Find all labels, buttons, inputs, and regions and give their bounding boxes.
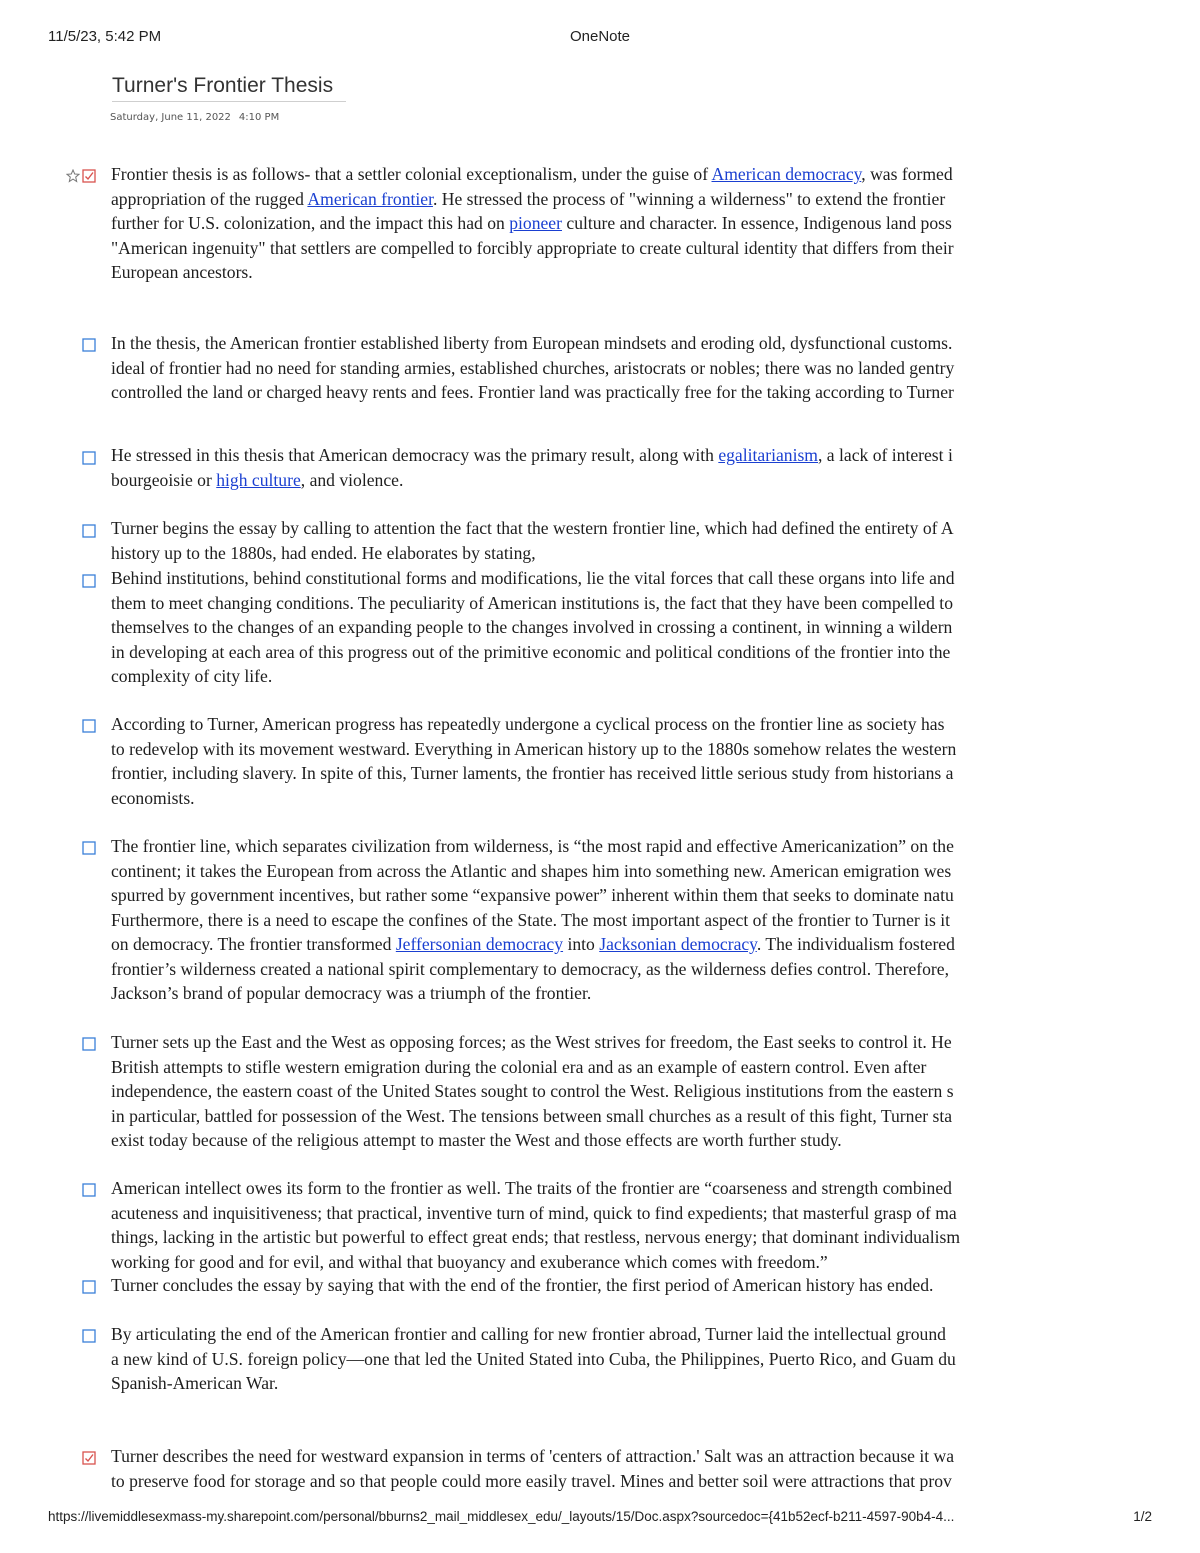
note-line xyxy=(111,443,953,468)
note-text: independence, the eastern coast of the United States sought to control the West. Religious institutions from the eastern s xyxy=(111,1081,954,1101)
todo-checkbox-icon[interactable] xyxy=(82,1329,96,1343)
note-line xyxy=(111,640,955,665)
note-paragraph[interactable] xyxy=(111,443,953,492)
note-line xyxy=(111,331,954,356)
todo-checkbox-icon[interactable] xyxy=(82,1037,96,1051)
wiki-link[interactable]: American frontier xyxy=(307,188,433,209)
note-line xyxy=(111,516,954,541)
note-paragraph[interactable] xyxy=(111,834,955,1006)
todo-checkbox-icon[interactable] xyxy=(82,841,96,855)
note-text: By articulating the end of the American frontier and calling for new frontier abroad, Turner laid the intellectual ground xyxy=(111,1324,946,1344)
note-line xyxy=(111,1201,960,1226)
todo-checkbox-icon[interactable] xyxy=(82,524,96,538)
note-line xyxy=(111,712,956,737)
note-text: Spanish-American War. xyxy=(111,1373,279,1393)
note-line xyxy=(111,883,955,908)
note-text: them to meet changing conditions. The peculiarity of American institutions is, the fact that they have been compelled to xyxy=(111,592,953,613)
note-text: Jackson’s brand of popular democracy was a triumph of the frontier. xyxy=(111,983,592,1003)
note-text: In the thesis, the American frontier established liberty from European mindsets and eroding old, dysfunctional customs. xyxy=(111,333,953,353)
note-line xyxy=(111,591,955,616)
note-text: working for good and for evil, and withal that buoyancy and exuberance which comes with freedom.” xyxy=(111,1251,828,1272)
note-text: American intellect owes its form to the frontier as well. The traits of the frontier are “coarseness and strength combined xyxy=(111,1178,952,1198)
note-text: . He stressed the process of "winning a wilderness" to extend the frontier xyxy=(432,188,946,209)
note-text: a new kind of U.S. foreign policy—one that led the United Stated into Cuba, the Philippines, Puerto Rico, and Guam du xyxy=(111,1348,956,1369)
note-paragraph[interactable] xyxy=(111,331,954,405)
note-line xyxy=(111,1322,956,1347)
note-text: to redevelop with its movement westward. Everything in American history up to the 1880s somehow relates the western xyxy=(111,738,957,759)
note-line xyxy=(111,566,955,591)
note-text: things, lacking in the artistic but powerful to effect great ends; that restless, nervous energy; that dominant individualism xyxy=(111,1227,961,1247)
note-text: ideal of frontier had no need for standing armies, established churches, aristocrats or nobles; there was no landed gentry xyxy=(111,357,955,378)
note-text: European ancestors. xyxy=(111,262,253,282)
note-text: He stressed in this thesis that American democracy was the primary result, along with xyxy=(111,445,719,465)
note-text: exist today because of the religious attempt to master the West and those effects are worth further study. xyxy=(111,1130,842,1150)
note-line xyxy=(111,1128,954,1153)
note-text: Turner sets up the East and the West as opposing forces; as the West strives for freedom, the East seeks to control it. He xyxy=(111,1032,952,1052)
wiki-link[interactable]: Jacksonian democracy xyxy=(599,934,757,954)
note-line xyxy=(111,236,954,261)
note-line xyxy=(111,1444,954,1469)
note-text: on democracy. The frontier transformed xyxy=(111,934,396,954)
wiki-link[interactable]: egalitarianism xyxy=(718,445,818,465)
note-text: frontier, including slavery. In spite of this, Turner laments, the frontier has received little serious study from historians a xyxy=(111,763,954,783)
print-date-time: 11/5/23, 5:42 PM xyxy=(48,28,162,45)
note-text: bourgeoisie or xyxy=(111,469,217,490)
note-line xyxy=(111,1176,960,1201)
note-line xyxy=(111,859,955,884)
page-url: https://livemiddlesexmass-my.sharepoint.com/personal/bburns2_mail_middlesex_edu/_layouts/15/Doc.aspx?sourcedoc={41b52ecf-b211-4597-90b4-4... xyxy=(48,1509,955,1524)
wiki-link[interactable]: Jeffersonian democracy xyxy=(395,934,564,954)
note-line xyxy=(111,1104,954,1129)
note-text: spurred by government incentives, but rather some “expansive power” inherent within them that seeks to dominate natu xyxy=(111,885,954,905)
note-line xyxy=(111,187,954,212)
note-text: Furthermore, there is a need to escape the confines of the State. The most important aspect of the frontier to Turner is it xyxy=(111,909,951,930)
note-text: to preserve food for storage and so that people could more easily travel. Mines and better soil were attractions that prov xyxy=(111,1470,952,1491)
note-line xyxy=(111,211,954,236)
note-line xyxy=(111,1273,933,1298)
note-line xyxy=(111,380,954,405)
note-paragraph[interactable] xyxy=(111,1444,954,1493)
note-line xyxy=(111,664,955,689)
note-text: complexity of city life. xyxy=(111,666,273,686)
note-paragraph[interactable] xyxy=(111,712,956,810)
note-line xyxy=(111,1055,954,1080)
todo-checked-icon[interactable] xyxy=(82,169,96,183)
note-paragraph[interactable] xyxy=(111,1273,933,1298)
note-text: The frontier line, which separates civilization from wilderness, is “the most rapid and effective Americanization” on the xyxy=(111,836,954,856)
todo-checkbox-icon[interactable] xyxy=(82,1183,96,1197)
todo-checkbox-icon[interactable] xyxy=(82,338,96,352)
note-text: economists. xyxy=(111,787,195,808)
note-line xyxy=(111,541,954,566)
note-text: Behind institutions, behind constitutional forms and modifications, lie the vital forces that call these organs into life and xyxy=(111,568,955,588)
note-line xyxy=(111,1225,960,1250)
note-line xyxy=(111,932,955,957)
important-star-icon[interactable] xyxy=(66,169,80,183)
note-line xyxy=(111,737,956,762)
note-text: . The individualism fostered xyxy=(756,934,955,954)
note-line xyxy=(111,981,955,1006)
note-text: Turner describes the need for westward expansion in terms of 'centers of attraction.' Salt was an attraction because it wa xyxy=(111,1446,955,1466)
note-text: themselves to the changes of an expanding people to the changes involved in crossing a continent, in winning a wildern xyxy=(111,617,953,637)
note-text: continent; it takes the European from across the Atlantic and shapes him into something new. American emigration wes xyxy=(111,860,952,881)
page-title[interactable]: Turner's Frontier Thesis xyxy=(112,74,346,102)
note-line xyxy=(111,1030,954,1055)
page-time: 4:10 PM xyxy=(238,112,280,123)
todo-checkbox-icon[interactable] xyxy=(82,1280,96,1294)
todo-checkbox-icon[interactable] xyxy=(82,451,96,465)
note-line xyxy=(111,1079,954,1104)
todo-checkbox-icon[interactable] xyxy=(82,574,96,588)
note-text: Turner concludes the essay by saying that with the end of the frontier, the first period of American history has ended. xyxy=(111,1275,934,1295)
note-line xyxy=(111,162,954,187)
note-text: appropriation of the rugged xyxy=(111,188,308,209)
note-paragraph[interactable] xyxy=(111,162,954,285)
note-text: in particular, battled for possession of the West. The tensions between small churches as a result of this fight, Turner sta xyxy=(111,1105,953,1126)
note-text: controlled the land or charged heavy rents and fees. Frontier land was practically free for the taking according to Turner xyxy=(111,382,954,402)
print-app-name: OneNote xyxy=(569,28,631,45)
note-line xyxy=(111,1250,960,1275)
note-line xyxy=(111,834,955,859)
note-line xyxy=(111,356,954,381)
note-line xyxy=(111,1371,956,1396)
note-line xyxy=(111,1347,956,1372)
note-line xyxy=(111,761,956,786)
note-text: Turner begins the essay by calling to attention the fact that the western frontier line, which had defined the entirety of A xyxy=(111,518,954,538)
note-text: Frontier thesis is as follows- that a settler colonial exceptionalism, under the guise of xyxy=(111,164,712,184)
wiki-link[interactable]: pioneer xyxy=(509,213,562,233)
note-line xyxy=(111,1469,954,1494)
note-line xyxy=(111,957,955,982)
note-text: acuteness and inquisitiveness; that practical, inventive turn of mind, quick to find expedients; that masterful grasp of ma xyxy=(111,1202,957,1223)
note-line xyxy=(111,260,954,285)
note-line xyxy=(111,908,955,933)
note-text: further for U.S. colonization, and the impact this had on xyxy=(111,213,510,233)
todo-checkbox-icon[interactable] xyxy=(82,719,96,733)
todo-checked-icon[interactable] xyxy=(82,1451,96,1465)
note-text: , a lack of interest i xyxy=(818,445,953,465)
note-paragraph[interactable] xyxy=(111,566,955,689)
wiki-link[interactable]: American democracy xyxy=(711,164,862,184)
note-line xyxy=(111,615,955,640)
note-line xyxy=(111,468,953,493)
note-paragraph[interactable] xyxy=(111,1030,954,1153)
note-paragraph[interactable] xyxy=(111,1322,956,1396)
note-text: history up to the 1880s, had ended. He elaborates by stating, xyxy=(111,542,536,563)
note-text: British attempts to stifle western emigration during the colonial era and as an example of eastern control. Even after xyxy=(111,1056,927,1077)
note-line xyxy=(111,786,956,811)
note-paragraph[interactable] xyxy=(111,516,954,565)
note-text: into xyxy=(563,934,600,954)
page-date: Saturday, June 11, 2022 xyxy=(110,112,231,123)
note-text: , and violence. xyxy=(300,469,404,490)
note-text: frontier’s wilderness created a national spirit complementary to democracy, as the wilderness defies control. Therefore, xyxy=(111,958,949,979)
note-text: culture and character. In essence, Indigenous land poss xyxy=(561,213,952,233)
note-paragraph[interactable] xyxy=(111,1176,960,1274)
wiki-link[interactable]: high culture xyxy=(216,469,301,490)
note-text: , was formed xyxy=(861,164,953,184)
note-text: in developing at each area of this progress out of the primitive economic and political conditions of the frontier into the xyxy=(111,641,951,662)
note-text: According to Turner, American progress has repeatedly undergone a cyclical process on the frontier line as society has xyxy=(111,714,945,734)
page-indicator: 1/2 xyxy=(1133,1509,1152,1524)
note-text: "American ingenuity" that settlers are compelled to forcibly appropriate to create cultural identity that differs from their xyxy=(111,237,954,258)
